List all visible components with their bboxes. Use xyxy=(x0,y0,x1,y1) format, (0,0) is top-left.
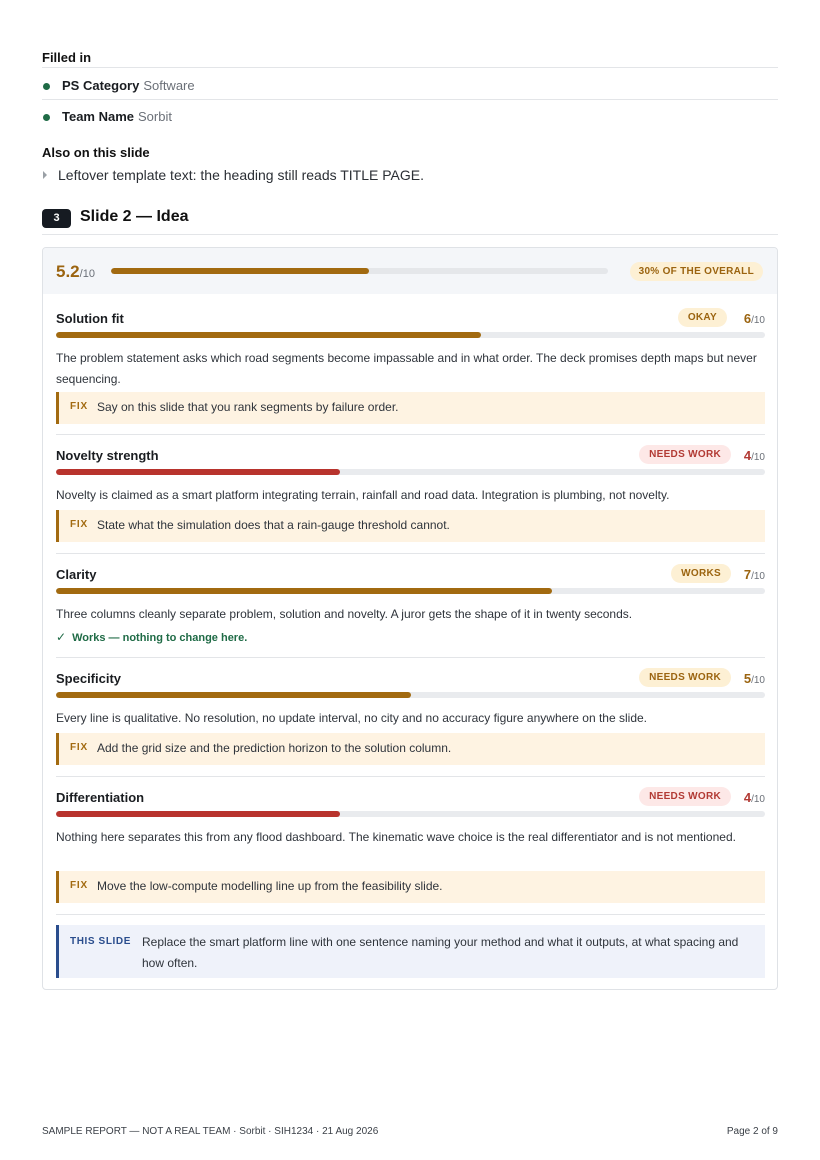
fix-text: State what the simulation does that a rain-gauge threshold cannot. xyxy=(97,518,450,532)
criterion-comment: Nothing here separates this from any flood dashboard. The kinematic wave choice is the real differentiator and is not mentioned. xyxy=(56,830,736,844)
divider xyxy=(56,657,765,658)
fix-label: FIX xyxy=(70,880,88,891)
fix-callout xyxy=(56,871,765,903)
bullet-dot-icon xyxy=(43,114,50,121)
footer-report-info: SAMPLE REPORT — NOT A REAL TEAM · Sorbit · SIH1234 · 21 Aug 2026 xyxy=(42,1126,379,1137)
fix-text: Say on this slide that you rank segments by failure order. xyxy=(97,400,399,414)
criterion-name: Specificity xyxy=(56,671,122,686)
filled-in-heading: Filled in xyxy=(42,50,92,65)
criterion-progress-track xyxy=(56,332,765,338)
status-badge: NEEDS WORK xyxy=(639,787,731,806)
fix-label: FIX xyxy=(70,401,88,412)
weight-badge: 30% OF THE OVERALL xyxy=(630,262,763,281)
status-badge: NEEDS WORK xyxy=(639,445,731,464)
criterion-progress-track xyxy=(56,469,765,475)
this-slide-label: THIS SLIDE xyxy=(70,936,132,947)
fix-label: FIX xyxy=(70,519,88,530)
status-badge: WORKS xyxy=(671,564,731,583)
divider xyxy=(42,67,778,68)
footer-page-number: Page 2 of 9 xyxy=(726,1126,778,1137)
overall-progress-track xyxy=(111,268,608,274)
slide-number-badge: 3 xyxy=(42,209,71,228)
also-on-slide-item xyxy=(58,167,424,183)
criterion-clarity xyxy=(56,567,765,647)
criterion-progress-fill xyxy=(56,469,340,475)
checkmark-icon: ✓ xyxy=(56,630,67,644)
fix-callout xyxy=(56,510,765,542)
this-slide-text: Replace the smart platform line with one sentence naming your method and what it outputs, at what spacing and how often. xyxy=(142,935,739,970)
filled-item-value: Software xyxy=(143,78,195,93)
slide-header xyxy=(42,208,778,234)
divider xyxy=(42,99,778,100)
criterion-progress-fill xyxy=(56,692,411,698)
criterion-solution-fit xyxy=(56,311,765,431)
criterion-progress-fill xyxy=(56,588,552,594)
criterion-score: 6/10 xyxy=(743,311,765,326)
divider xyxy=(56,434,765,435)
this-slide-callout xyxy=(56,925,765,978)
criterion-comment: Every line is qualitative. No resolution, no update interval, no city and no accuracy figure anywhere on the slide. xyxy=(56,711,647,725)
criterion-specificity xyxy=(56,671,765,767)
overall-score: 5.2/10 xyxy=(56,262,95,281)
criterion-name: Differentiation xyxy=(56,790,145,805)
slide-title: Slide 2 — Idea xyxy=(80,208,189,225)
divider xyxy=(56,914,765,915)
criterion-progress-track xyxy=(56,692,765,698)
slide-score-card xyxy=(42,247,778,990)
caret-right-icon xyxy=(43,171,47,179)
criterion-comment: Novelty is claimed as a smart platform integrating terrain, rainfall and road data. Integration is plumbing, not novelty. xyxy=(56,488,670,502)
bullet-dot-icon xyxy=(43,83,50,90)
criterion-comment: The problem statement asks which road segments become impassable and in what order. The deck promises depth maps but never sequencing. xyxy=(56,351,757,386)
divider xyxy=(56,553,765,554)
divider xyxy=(56,776,765,777)
criterion-progress-track xyxy=(56,811,765,817)
fix-callout xyxy=(56,392,765,424)
overall-progress-fill xyxy=(111,268,369,274)
status-badge: NEEDS WORK xyxy=(639,668,731,687)
fix-callout xyxy=(56,733,765,765)
fix-label: FIX xyxy=(70,742,88,753)
divider xyxy=(42,234,778,235)
filled-item-key: PS Category xyxy=(62,78,140,93)
filled-item-value: Sorbit xyxy=(138,109,172,124)
also-item-text: Leftover template text: the heading still reads TITLE PAGE. xyxy=(58,167,425,183)
fix-text: Add the grid size and the prediction horizon to the solution column. xyxy=(97,741,452,755)
status-badge: OKAY xyxy=(678,308,727,327)
criterion-score: 4/10 xyxy=(743,790,765,805)
criterion-novelty-strength xyxy=(56,448,765,544)
criterion-name: Solution fit xyxy=(56,311,124,326)
fix-text: Move the low-compute modelling line up from the feasibility slide. xyxy=(97,879,443,893)
works-note: ✓ Works — nothing to change here. xyxy=(56,630,248,644)
criterion-name: Novelty strength xyxy=(56,448,159,463)
overall-score-bar xyxy=(43,248,777,294)
criterion-name: Clarity xyxy=(56,567,97,582)
criterion-differentiation xyxy=(56,790,765,908)
filled-item-key: Team Name xyxy=(62,109,135,124)
also-on-slide-heading: Also on this slide xyxy=(42,145,150,160)
criterion-score: 7/10 xyxy=(743,567,765,582)
criterion-progress-fill xyxy=(56,332,481,338)
criterion-score: 4/10 xyxy=(743,448,765,463)
criterion-score: 5/10 xyxy=(743,671,765,686)
criterion-comment: Three columns cleanly separate problem, solution and novelty. A juror gets the shape of it in twenty seconds. xyxy=(56,607,633,621)
criterion-progress-track xyxy=(56,588,765,594)
criterion-progress-fill xyxy=(56,811,340,817)
